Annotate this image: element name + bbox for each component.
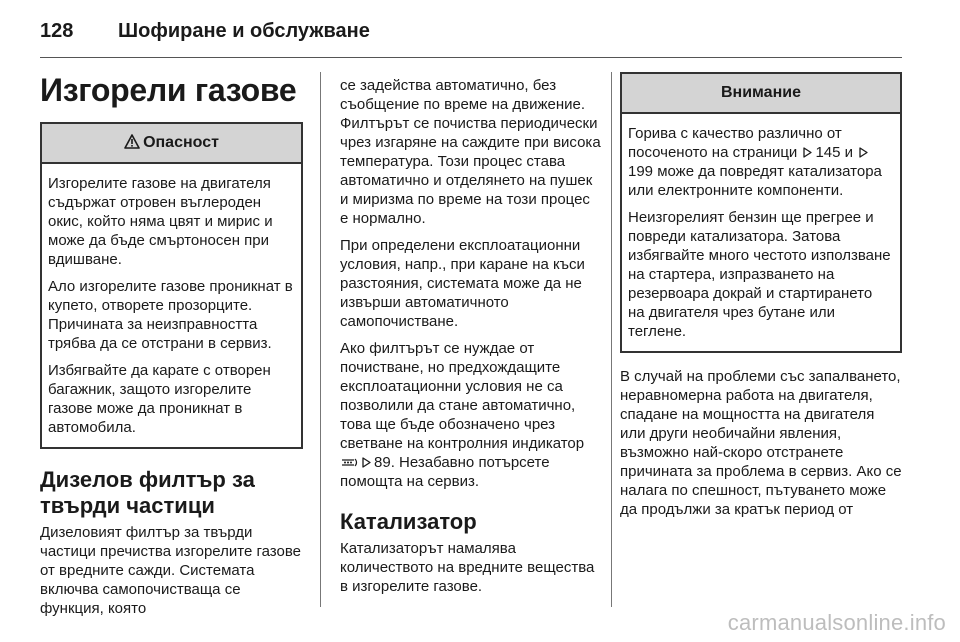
column-divider bbox=[320, 72, 321, 607]
dpf-paragraph: Дизеловият филтър за твърди частици пречиства изгорелите газове от вредните сажди. Системата включва самопочистваща се функция, която bbox=[40, 524, 302, 617]
catalyst-paragraph: Катализаторът намалява количеството на вредните вещества в изгорелите газове. bbox=[340, 540, 595, 595]
danger-box-title: Опасност bbox=[143, 134, 219, 151]
watermark: carmanualsonline.info bbox=[727, 610, 946, 635]
section-title-dpf: Дизелов филтър за твърди частици bbox=[40, 467, 255, 518]
caution-text: Горива с качество различно от посоченото на страници bbox=[628, 125, 842, 161]
diesel-particle-filter-indicator-icon bbox=[340, 456, 358, 469]
page-header bbox=[40, 14, 900, 52]
header-rule bbox=[40, 57, 902, 58]
danger-box-body bbox=[42, 164, 301, 447]
caution-paragraph bbox=[628, 124, 892, 200]
page-number: 128 bbox=[40, 20, 74, 42]
caution-box-body bbox=[622, 114, 900, 351]
caution-paragraph: Неизгорелият бензин ще прегрее и повреди катализатора. Затова избягвайте много честото използване на стартера, изпразването на резервоара докрай и стартирането на двигателя чрез бутане или теглене. bbox=[628, 209, 891, 340]
dpf-text: . Незабавно потърсете помощта на сервиз. bbox=[340, 454, 550, 490]
warning-triangle-icon bbox=[124, 134, 140, 149]
dpf-paragraph bbox=[340, 339, 602, 491]
caution-text: и bbox=[840, 144, 854, 161]
page-reference-arrow-icon bbox=[803, 147, 812, 158]
dpf-paragraph: При определени експлоатационни условия, напр., при каране на къси разстояния, системата може да не извърши автоматичното самопочистване. bbox=[340, 237, 585, 330]
dpf-text: Ако филтърът се нуждае от почистване, но предхождащите експлоатационни условия не са позволили да стане автоматично, това ще бъде обозначено чрез светване на контролния индикатор bbox=[340, 340, 585, 452]
danger-paragraph: Ало изгорелите газове проникнат в купето, отворете прозорците. Причината за неизправността трябва да се отстрани в сервиз. bbox=[48, 278, 293, 352]
caution-box bbox=[620, 72, 902, 353]
page-reference-arrow-icon bbox=[362, 457, 371, 468]
caution-text: може да повредят катализатора или електронните компоненти. bbox=[628, 163, 882, 199]
column-divider bbox=[611, 72, 612, 607]
running-title: Шофиране и обслужване bbox=[118, 20, 370, 42]
danger-paragraph: Избягвайте да карате с отворен багажник, защото изгорелите газове може да проникнат в автомобила. bbox=[48, 362, 271, 436]
section-title-catalyst: Катализатор bbox=[340, 509, 477, 534]
danger-box-header bbox=[42, 124, 301, 164]
page-reference-arrow-icon bbox=[859, 147, 868, 158]
column-right bbox=[620, 72, 902, 527]
page-reference[interactable]: 145 bbox=[815, 144, 841, 161]
danger-box bbox=[40, 122, 303, 449]
page-reference[interactable]: 199 bbox=[628, 163, 654, 180]
danger-paragraph: Изгорелите газове на двигателя съдържат отровен въглероден окис, който няма цвят и мирис и може да бъде смъртоносен при вдишване. bbox=[48, 175, 273, 268]
column-middle bbox=[340, 76, 602, 604]
dpf-paragraph: се задейства автоматично, без съобщение по време на движение. Филтърът се почиства периодически чрез изгаряне на саждите при висока температура. Този процес става автоматично и отделянето на пушек и миризма по време на този процес е нормално. bbox=[340, 77, 601, 227]
page-title: Изгорели газове bbox=[40, 72, 297, 108]
misfire-paragraph: В случай на проблеми със запалването, неравномерна работа на двигателя, спадане на мощността на двигателя или други необичайни явления, възможно най-скоро отстранете причината за проблема в сервиз. Ако се налага по спешност, пътуването може да продължи за кратък период от bbox=[620, 368, 902, 518]
page-reference[interactable]: 89 bbox=[374, 454, 391, 471]
caution-box-header: Внимание bbox=[622, 74, 900, 114]
column-left bbox=[40, 72, 303, 626]
